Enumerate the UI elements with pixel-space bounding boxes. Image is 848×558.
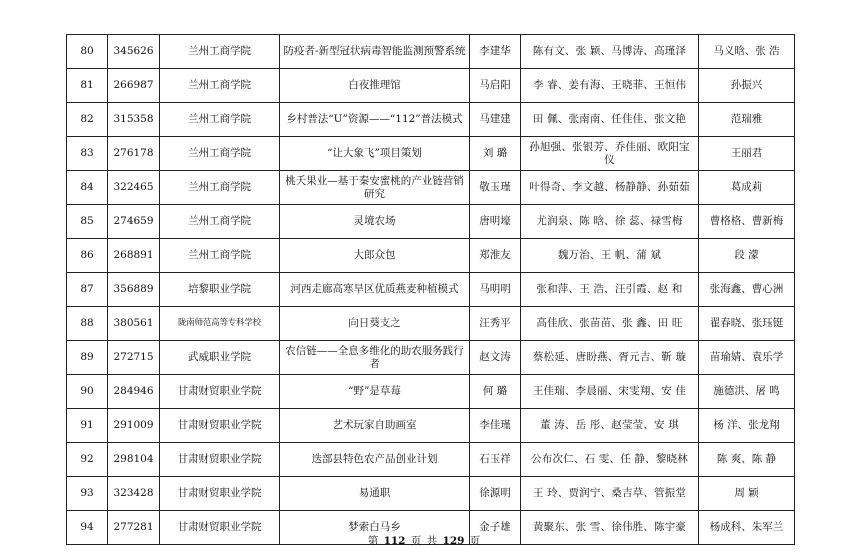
advisor-names-cell: 曹格格、曹新梅 bbox=[699, 205, 795, 239]
team-leader-cell: 李佳瑾 bbox=[470, 409, 521, 443]
school-name-cell: 兰州工商学院 bbox=[160, 137, 280, 171]
team-leader-cell: 徐源明 bbox=[470, 477, 521, 511]
school-name-cell: 甘肃财贸职业学院 bbox=[160, 443, 280, 477]
school-name-cell: 培黎职业学院 bbox=[160, 273, 280, 307]
project-title-cell: 易通职 bbox=[280, 477, 470, 511]
project-title-cell: 向日葵支之 bbox=[280, 307, 470, 341]
project-title-cell: 桃夭果业—基于秦安蜜桃的产业链营销研究 bbox=[280, 171, 470, 205]
project-id-cell: 272715 bbox=[108, 341, 160, 375]
table-row bbox=[67, 137, 795, 171]
row-number-cell: 93 bbox=[67, 477, 108, 511]
team-members-cell: 黄聚东、张 雪、徐伟胜、陈宇豪 bbox=[521, 511, 699, 545]
advisor-names-cell: 杨成科、朱军兰 bbox=[699, 511, 795, 545]
project-id-cell: 268891 bbox=[108, 239, 160, 273]
row-number-cell: 80 bbox=[67, 35, 108, 69]
school-name-cell: 甘肃财贸职业学院 bbox=[160, 511, 280, 545]
project-id-cell: 298104 bbox=[108, 443, 160, 477]
team-members-cell: 董 涛、岳 彤、赵莹莹、安 琪 bbox=[521, 409, 699, 443]
team-members-cell: 陈有文、张 颖、马博涛、高瑾泽 bbox=[521, 35, 699, 69]
team-members-cell: 尤润泉、陈 晗、徐 蕊、禄雪梅 bbox=[521, 205, 699, 239]
row-number-cell: 94 bbox=[67, 511, 108, 545]
team-leader-cell: 马启阳 bbox=[470, 69, 521, 103]
row-number-cell: 92 bbox=[67, 443, 108, 477]
row-number-cell: 91 bbox=[67, 409, 108, 443]
team-members-cell: 田 佩、张南南、任佳佳、张文艳 bbox=[521, 103, 699, 137]
table-row bbox=[67, 375, 795, 409]
school-name-cell: 兰州工商学院 bbox=[160, 69, 280, 103]
project-title-cell: 迭部县特色农产品创业计划 bbox=[280, 443, 470, 477]
table-row bbox=[67, 35, 795, 69]
team-leader-cell: 汪秀平 bbox=[470, 307, 521, 341]
advisor-names-cell: 马义晗、张 浩 bbox=[699, 35, 795, 69]
advisor-names-cell: 王丽君 bbox=[699, 137, 795, 171]
project-title-cell: 灵境农场 bbox=[280, 205, 470, 239]
table-body bbox=[67, 35, 795, 545]
project-title-cell: 防疫者-新型冠状病毒智能监测预警系统 bbox=[280, 35, 470, 69]
team-members-cell: 魏万治、王 帆、蒲 斌 bbox=[521, 239, 699, 273]
current-page-number: 112 bbox=[383, 535, 406, 547]
table-row bbox=[67, 341, 795, 375]
advisor-names-cell: 翟春晓、张珏铤 bbox=[699, 307, 795, 341]
project-title-cell: 梦索白马乡 bbox=[280, 511, 470, 545]
team-leader-cell: 金子雄 bbox=[470, 511, 521, 545]
team-members-cell: 公布次仁、石 雯、任 静、黎晓林 bbox=[521, 443, 699, 477]
row-number-cell: 89 bbox=[67, 341, 108, 375]
footer-suffix: 页 bbox=[469, 535, 481, 547]
footer-page-label: 页 bbox=[410, 535, 422, 547]
project-title-cell: 河西走廊高寒旱区优质燕麦种植模式 bbox=[280, 273, 470, 307]
row-number-cell: 81 bbox=[67, 69, 108, 103]
school-name-cell: 武威职业学院 bbox=[160, 341, 280, 375]
advisor-names-cell: 周 颖 bbox=[699, 477, 795, 511]
table-row bbox=[67, 171, 795, 205]
school-name-cell: 兰州工商学院 bbox=[160, 171, 280, 205]
team-members-cell: 王 玲、贾润宁、桑吉草、管振堂 bbox=[521, 477, 699, 511]
row-number-cell: 85 bbox=[67, 205, 108, 239]
table-row bbox=[67, 205, 795, 239]
award-table bbox=[66, 34, 795, 545]
team-leader-cell: 郑淮友 bbox=[470, 239, 521, 273]
project-id-cell: 291009 bbox=[108, 409, 160, 443]
table-row bbox=[67, 307, 795, 341]
advisor-names-cell: 杨 洋、张龙翔 bbox=[699, 409, 795, 443]
school-name-cell: 甘肃财贸职业学院 bbox=[160, 477, 280, 511]
project-id-cell: 323428 bbox=[108, 477, 160, 511]
project-title-cell: 乡村普法“U”资源——“112”普法模式 bbox=[280, 103, 470, 137]
table-row bbox=[67, 239, 795, 273]
project-id-cell: 322465 bbox=[108, 171, 160, 205]
team-leader-cell: 李建华 bbox=[470, 35, 521, 69]
team-leader-cell: 刘 璐 bbox=[470, 137, 521, 171]
project-id-cell: 266987 bbox=[108, 69, 160, 103]
project-title-cell: “让大象飞”项目策划 bbox=[280, 137, 470, 171]
team-leader-cell: 石玉祥 bbox=[470, 443, 521, 477]
project-id-cell: 276178 bbox=[108, 137, 160, 171]
footer-total-label: 共 bbox=[426, 535, 438, 547]
project-id-cell: 284946 bbox=[108, 375, 160, 409]
project-title-cell: 艺术玩家自助画室 bbox=[280, 409, 470, 443]
footer-prefix: 第 bbox=[367, 535, 379, 547]
advisor-names-cell: 陈 爽、陈 静 bbox=[699, 443, 795, 477]
team-members-cell: 李 睿、姜有海、王晓菲、王恒伟 bbox=[521, 69, 699, 103]
team-members-cell: 高佳欣、张苗苗、张 鑫、田 旺 bbox=[521, 307, 699, 341]
school-name-cell: 兰州工商学院 bbox=[160, 35, 280, 69]
project-title-cell: 白夜推理馆 bbox=[280, 69, 470, 103]
team-members-cell: 叶得奇、李文越、杨静静、孙茹茹 bbox=[521, 171, 699, 205]
advisor-names-cell: 范瑞雅 bbox=[699, 103, 795, 137]
school-name-cell: 兰州工商学院 bbox=[160, 239, 280, 273]
team-members-cell: 张和萍、王 浩、汪引霞、赵 和 bbox=[521, 273, 699, 307]
team-leader-cell: 赵文涛 bbox=[470, 341, 521, 375]
advisor-names-cell: 段 濛 bbox=[699, 239, 795, 273]
advisor-names-cell: 孙振兴 bbox=[699, 69, 795, 103]
team-leader-cell: 马明明 bbox=[470, 273, 521, 307]
project-id-cell: 277281 bbox=[108, 511, 160, 545]
row-number-cell: 83 bbox=[67, 137, 108, 171]
table-row bbox=[67, 103, 795, 137]
row-number-cell: 87 bbox=[67, 273, 108, 307]
table-row bbox=[67, 69, 795, 103]
advisor-names-cell: 葛成莉 bbox=[699, 171, 795, 205]
school-name-cell: 甘肃财贸职业学院 bbox=[160, 375, 280, 409]
project-title-cell: 农信链——全息多维化的助农服务践行者 bbox=[280, 341, 470, 375]
school-name-cell: 陇南师范高等专科学校 bbox=[160, 307, 280, 341]
page-footer bbox=[0, 533, 848, 548]
row-number-cell: 86 bbox=[67, 239, 108, 273]
school-name-cell: 兰州工商学院 bbox=[160, 103, 280, 137]
team-leader-cell: 唐明壕 bbox=[470, 205, 521, 239]
project-id-cell: 380561 bbox=[108, 307, 160, 341]
row-number-cell: 90 bbox=[67, 375, 108, 409]
row-number-cell: 82 bbox=[67, 103, 108, 137]
table-row bbox=[67, 409, 795, 443]
school-name-cell: 兰州工商学院 bbox=[160, 205, 280, 239]
team-leader-cell: 敬玉瑾 bbox=[470, 171, 521, 205]
team-leader-cell: 马建建 bbox=[470, 103, 521, 137]
project-id-cell: 356889 bbox=[108, 273, 160, 307]
table-row bbox=[67, 443, 795, 477]
row-number-cell: 88 bbox=[67, 307, 108, 341]
project-id-cell: 345626 bbox=[108, 35, 160, 69]
row-number-cell: 84 bbox=[67, 171, 108, 205]
total-page-number: 129 bbox=[442, 535, 465, 547]
table-row bbox=[67, 273, 795, 307]
team-members-cell: 王佳瑞、李晨丽、宋雯翔、安 佳 bbox=[521, 375, 699, 409]
advisor-names-cell: 苗瑜婧、袁乐学 bbox=[699, 341, 795, 375]
project-title-cell: “野”是草莓 bbox=[280, 375, 470, 409]
school-name-cell: 甘肃财贸职业学院 bbox=[160, 409, 280, 443]
team-members-cell: 孙旭强、张银芳、乔佳丽、欧阳宝仪 bbox=[521, 137, 699, 171]
project-id-cell: 315358 bbox=[108, 103, 160, 137]
table-row bbox=[67, 477, 795, 511]
advisor-names-cell: 张海鑫、曹心洲 bbox=[699, 273, 795, 307]
team-leader-cell: 何 璐 bbox=[470, 375, 521, 409]
project-title-cell: 大郎众包 bbox=[280, 239, 470, 273]
advisor-names-cell: 施德洪、屠 鸣 bbox=[699, 375, 795, 409]
project-id-cell: 274659 bbox=[108, 205, 160, 239]
team-members-cell: 蔡松延、唐盼燕、胥元吉、靳 璇 bbox=[521, 341, 699, 375]
